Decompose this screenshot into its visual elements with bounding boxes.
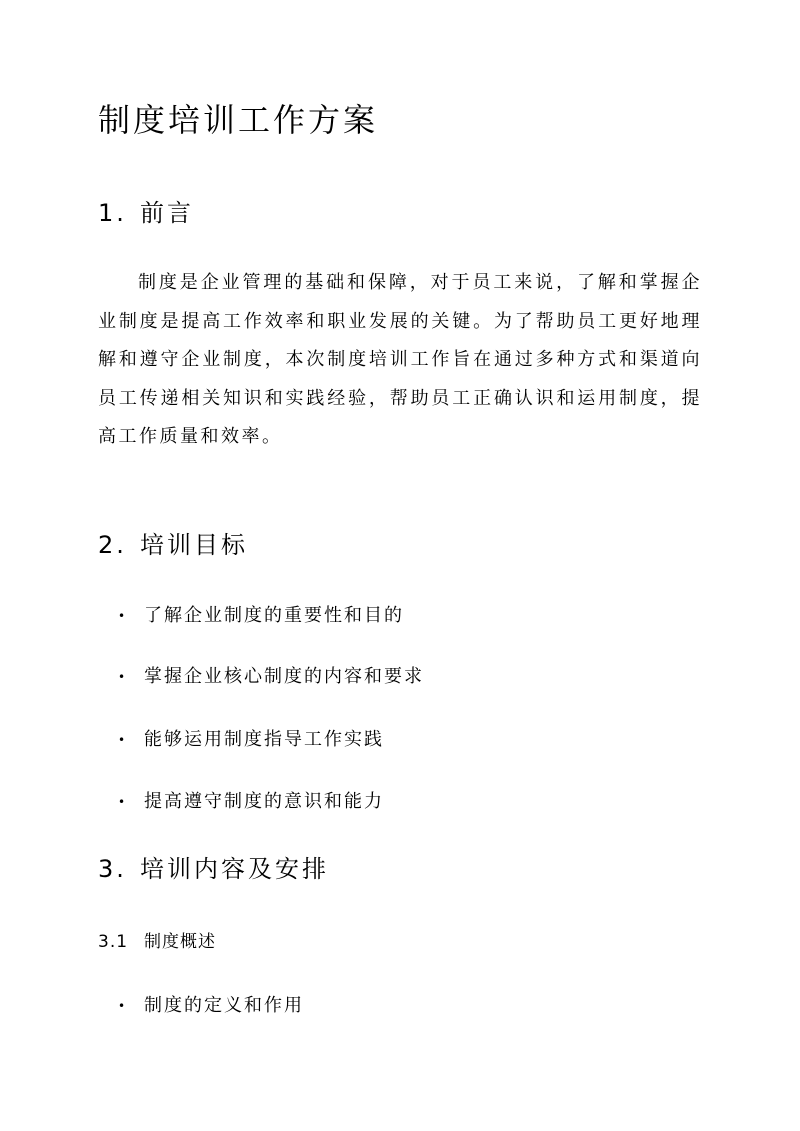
bullet-icon: • — [118, 670, 128, 684]
section-number: 1. — [98, 199, 127, 227]
section-title: 培训目标 — [140, 531, 248, 559]
subsection-number: 3.1 — [98, 932, 129, 952]
list-item-text: 制度的定义和作用 — [144, 995, 304, 1016]
list-item — [118, 789, 384, 815]
section-heading-goals — [98, 528, 248, 562]
list-item — [118, 603, 404, 629]
list-item-text: 了解企业制度的重要性和目的 — [144, 605, 404, 626]
subsection-title: 制度概述 — [144, 932, 216, 952]
section-heading-content — [98, 852, 329, 886]
list-item-text: 能够运用制度指导工作实践 — [144, 729, 384, 750]
list-item — [118, 664, 424, 690]
list-item — [118, 727, 384, 753]
list-item — [118, 993, 304, 1019]
list-item-text: 提高遵守制度的意识和能力 — [144, 791, 384, 812]
bullet-icon: • — [118, 733, 128, 747]
bullet-icon: • — [118, 795, 128, 809]
bullet-icon: • — [118, 999, 128, 1013]
list-item-text: 掌握企业核心制度的内容和要求 — [144, 666, 424, 687]
section-number: 3. — [98, 855, 127, 883]
subsection-heading — [98, 930, 216, 954]
document-title: 制度培训工作方案 — [98, 101, 379, 139]
section-title: 前言 — [140, 199, 194, 227]
preface-paragraph: 制度是企业管理的基础和保障，对于员工来说，了解和掌握企业制度是提高工作效率和职业发展的关键。为了帮助员工更好地理解和遵守企业制度，本次制度培训工作旨在通过多种方式和渠道向员工传递相关知识和实践经验，帮助员工正确认识和运用制度，提高工作质量和效率。 — [98, 272, 702, 448]
section-title: 培训内容及安排 — [140, 855, 329, 883]
section-heading-preface — [98, 196, 194, 230]
bullet-icon: • — [118, 609, 128, 623]
section-number: 2. — [98, 531, 127, 559]
